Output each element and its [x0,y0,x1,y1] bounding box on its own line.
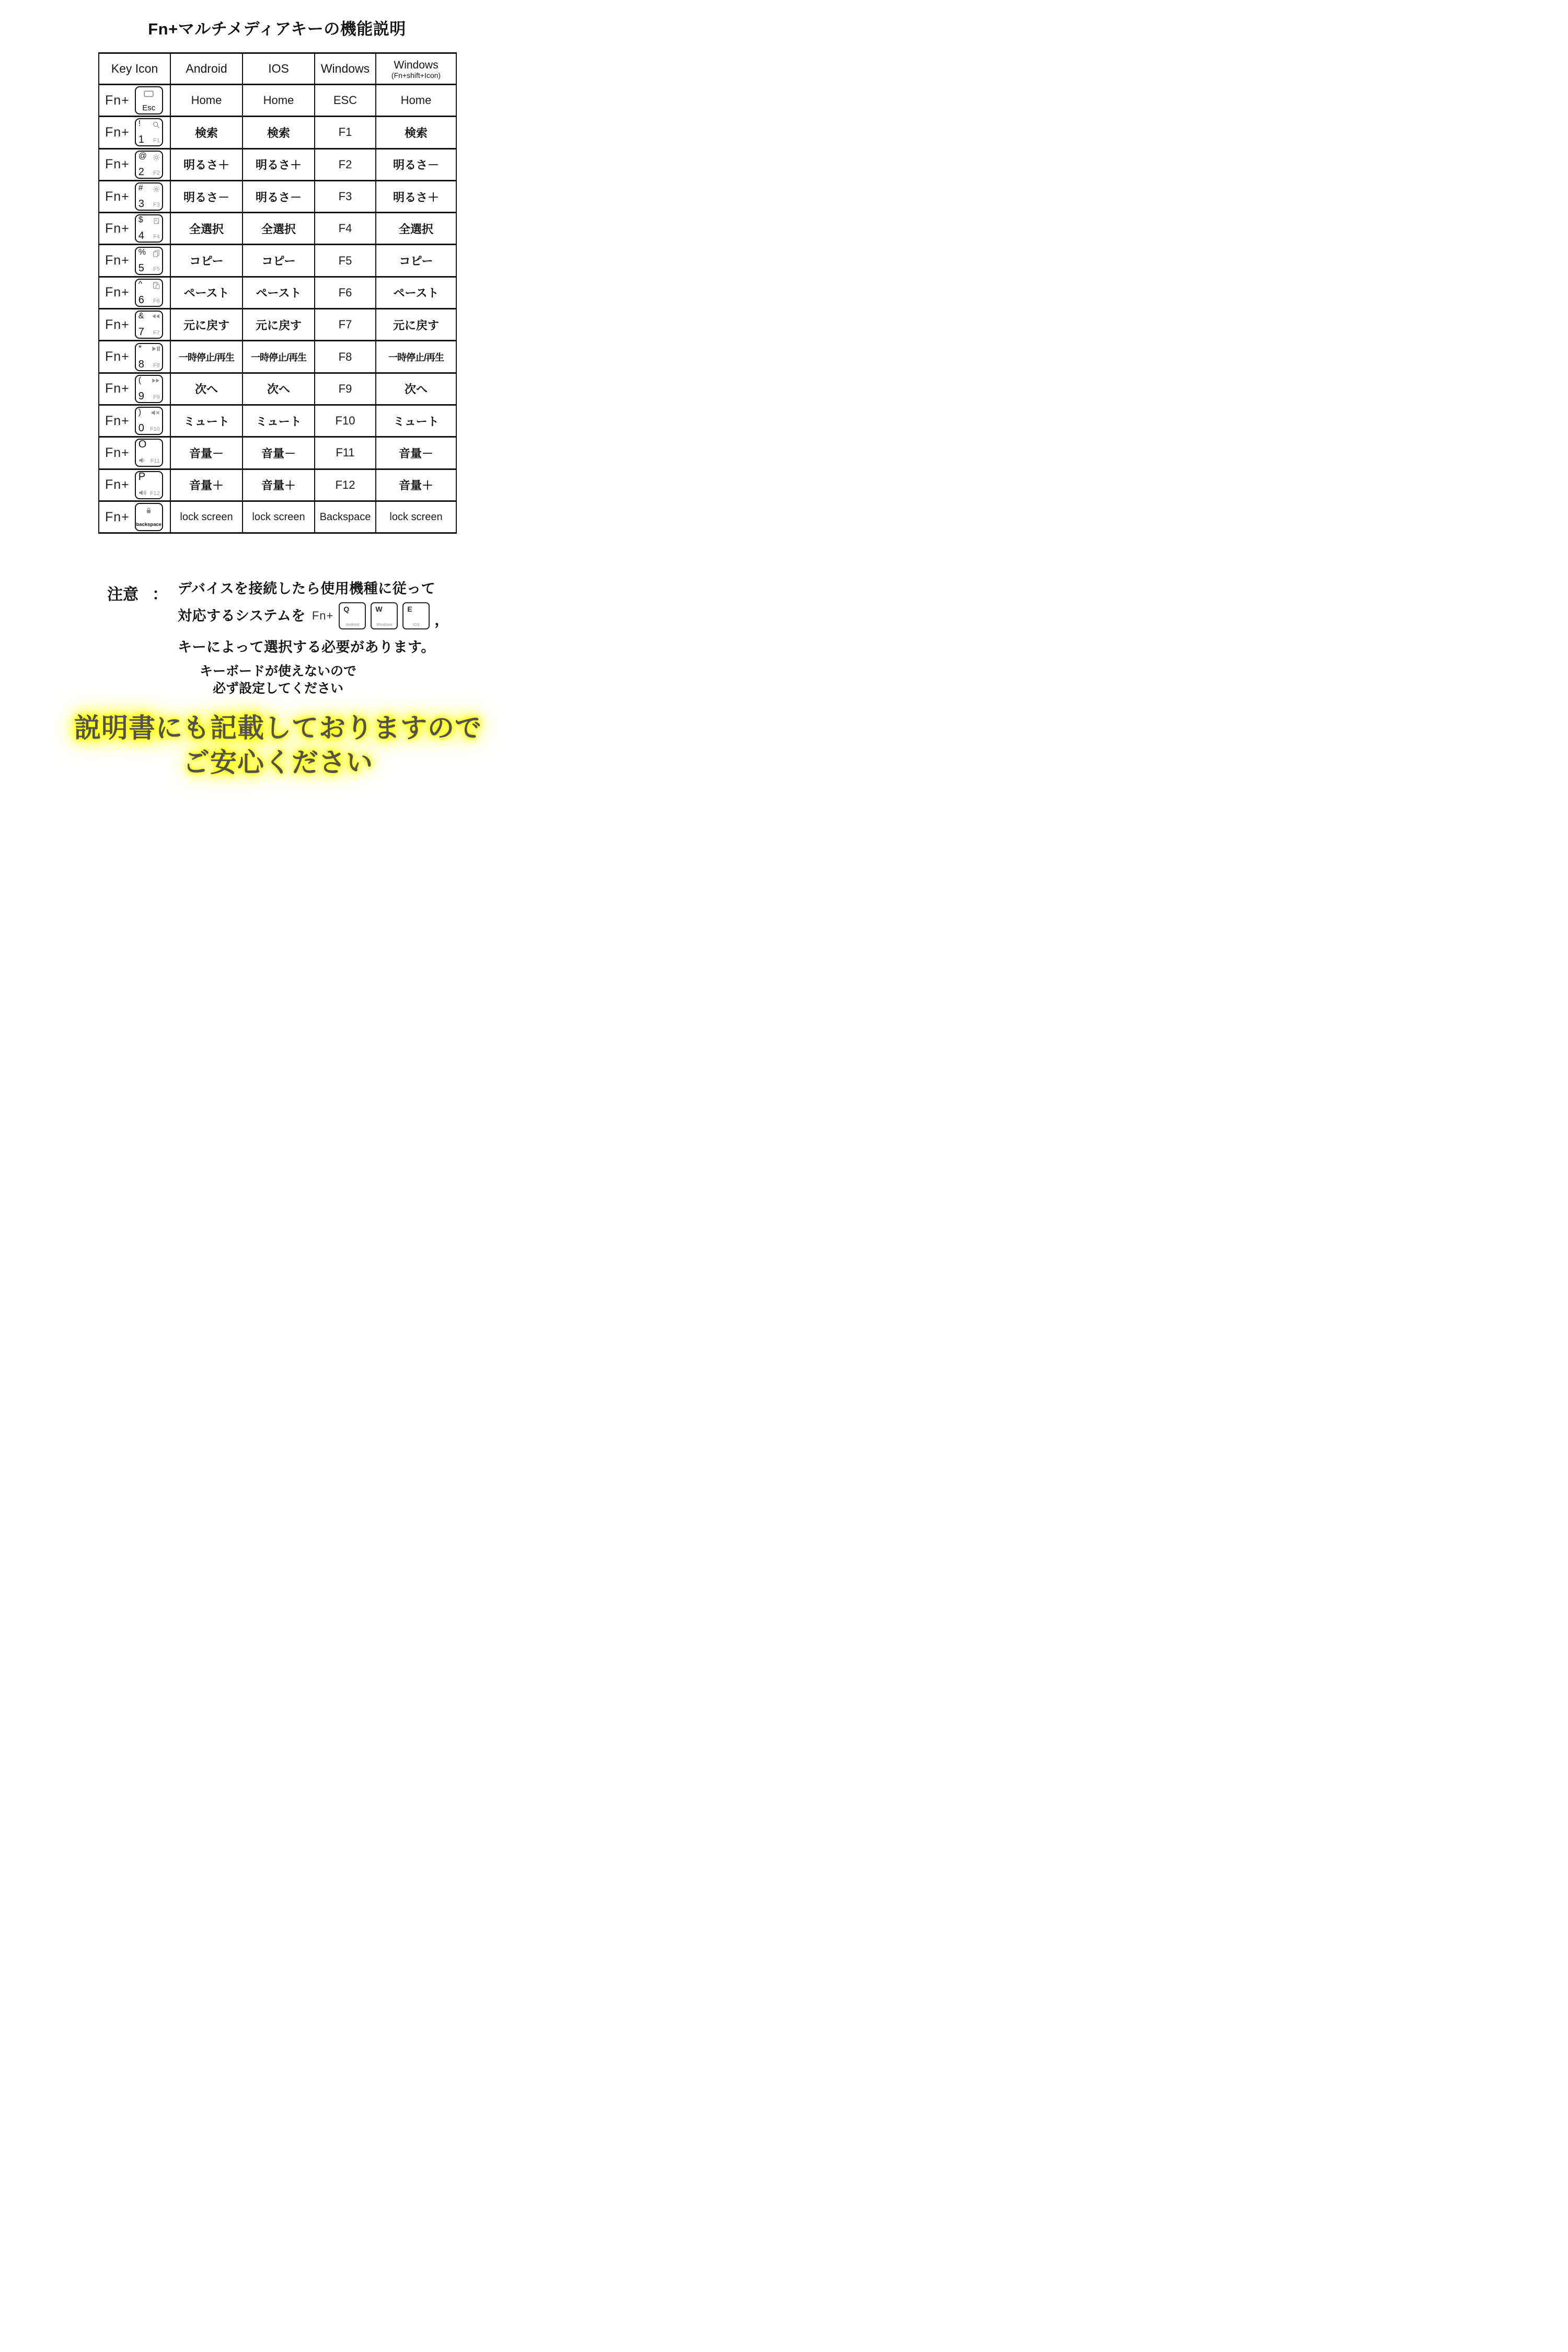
key-f-label: F5 [153,266,160,272]
cell-ios: 音量－ [243,437,315,469]
table-row [99,341,456,373]
setup-warning-line2: 必ず設定してください [212,681,343,696]
key-number: 8 [138,358,144,370]
cell-windows: F1 [315,117,376,148]
col-header-windows: Windows [315,53,376,85]
key-f-label: F9 [153,394,160,400]
cell-key-icon [99,117,170,148]
minikey-sublabel: Android [345,622,360,627]
key-shift-symbol: $ [138,215,143,225]
fn-plus-label: Fn+ [105,285,130,300]
cell-windows: ESC [315,85,376,117]
keycap-6 [135,279,163,307]
note-line2-prefix: 対応するシステムを [178,608,306,624]
cell-key-icon [99,309,170,341]
brightness-up-icon [153,154,160,161]
table-row [99,469,456,501]
table-body [99,85,456,533]
note-line1: デバイスを接続したら使用機種に従って [178,581,436,596]
cell-windows: F6 [315,277,376,308]
key-combo [99,471,170,499]
svg-text:A: A [155,219,157,223]
table-row [99,213,456,245]
fn-plus-label: Fn+ [105,157,130,172]
col-header-windows-shift-line2: (Fn+shift+Icon) [391,71,441,79]
key-shift-symbol: ( [138,375,142,385]
key-number: 0 [138,422,144,434]
fn-plus-label: Fn+ [105,445,130,460]
cell-ios: ミュート [243,405,315,437]
play-pause-icon [152,346,160,351]
col-header-android: Android [170,53,243,85]
volume-down-icon [139,457,145,463]
minikey-sublabel: IOS [412,622,420,627]
highlight-banner [8,711,548,780]
note-comma: ， [434,612,449,628]
key-letter: P [138,471,146,483]
rewind-icon [152,314,160,319]
keycap-o [135,439,163,467]
keycap-5 [135,247,163,275]
key-f-label: F7 [153,330,160,337]
page-title: Fn+マルチメディアキーの機能説明 [148,20,406,38]
cell-windows: F10 [315,405,376,437]
table-row [99,180,456,212]
note-body [178,579,449,657]
key-shift-symbol: * [138,343,142,353]
keycap-7 [135,311,163,339]
cell-windows: F8 [315,341,376,373]
cell-winshift: Home [376,85,456,117]
cell-winshift: 音量－ [376,437,456,469]
minikey-q [339,602,366,629]
fn-plus-label: Fn+ [105,253,130,268]
minikey-sublabel: Windows [376,622,393,627]
minikey-e [402,602,430,629]
minikey-letter: W [375,605,383,613]
keycap-9 [135,375,163,403]
key-number: 2 [138,166,144,178]
keycap-8 [135,343,163,371]
cell-key-icon [99,501,170,533]
minikey-letter: E [407,605,412,613]
mute-icon [151,410,160,416]
copy-icon [153,250,160,257]
key-number: 5 [138,262,144,274]
cell-key-icon [99,341,170,373]
keycap-p [135,471,163,499]
table-row [99,501,456,533]
table-row [99,245,456,277]
keycap-3 [135,182,163,211]
key-combo [99,118,170,146]
select-all-icon [153,217,160,225]
cell-key-icon [99,437,170,469]
setup-warning [17,663,539,697]
fn-plus-label: Fn+ [105,477,130,492]
key-combo [99,407,170,435]
table-row [99,117,456,148]
cell-ios: 明るさ－ [243,180,315,212]
cell-ios: 元に戻す [243,309,315,341]
key-number: 1 [138,134,144,146]
key-number: 4 [138,230,144,242]
cell-key-icon [99,405,170,437]
cell-android: 次へ [170,373,243,405]
cell-winshift: 検索 [376,117,456,148]
keycap-1 [135,118,163,146]
cell-android: 全選択 [170,213,243,245]
cell-android: 明るさ＋ [170,148,243,180]
fn-plus-label: Fn+ [105,221,130,236]
fn-plus-label: Fn+ [105,413,130,428]
keycap-esc [135,86,163,114]
key-shift-symbol: ! [138,119,141,129]
col-header-ios: IOS [243,53,315,85]
cell-android: ペースト [170,277,243,308]
key-combo [99,86,170,114]
note-line2 [178,601,449,630]
key-shift-symbol: # [138,183,143,193]
cell-android: 検索 [170,117,243,148]
cell-winshift: ペースト [376,277,456,308]
table-row [99,309,456,341]
cell-ios: lock screen [243,501,315,533]
key-combo [99,439,170,467]
fn-plus-label: Fn+ [105,349,130,364]
paste-icon [153,282,160,289]
highlight-line2: ご安心ください [182,748,373,777]
volume-up-icon [139,490,147,496]
lock-icon [136,507,162,514]
cell-ios: 音量＋ [243,469,315,501]
cell-android: Home [170,85,243,117]
cell-ios: 明るさ＋ [243,148,315,180]
cell-winshift: 次へ [376,373,456,405]
minikey-w [371,602,398,629]
fn-plus-label: Fn+ [105,317,130,332]
key-f-label: F12 [149,490,160,497]
key-number: 6 [138,294,144,306]
next-icon [152,378,160,383]
key-shift-symbol: ) [138,408,142,417]
keycap-4 [135,214,163,243]
key-f-label: F3 [153,202,160,209]
cell-android: 明るさ－ [170,180,243,212]
cell-key-icon [99,213,170,245]
cell-key-icon [99,469,170,501]
key-shift-symbol: & [138,312,144,321]
fn-plus-label: Fn+ [105,381,130,396]
cell-key-icon [99,245,170,277]
fn-plus-label: Fn+ [105,189,130,204]
cell-windows: F12 [315,469,376,501]
fn-plus-label: Fn+ [105,124,130,140]
key-f-label: F8 [153,362,160,369]
brightness-down-icon [153,186,160,193]
cell-winshift: 音量＋ [376,469,456,501]
key-combo [99,311,170,339]
key-number: 7 [138,326,144,338]
key-combo [99,279,170,307]
key-letter: O [138,439,147,451]
highlight-line1: 説明書にも記載しておりますので [74,713,482,743]
cell-windows: F9 [315,373,376,405]
cell-key-icon [99,180,170,212]
function-key-table [98,52,457,534]
keycap-backspace [135,503,163,531]
cell-winshift: 明るさ－ [376,148,456,180]
key-combo [99,375,170,403]
cell-windows: F11 [315,437,376,469]
cell-winshift: 全選択 [376,213,456,245]
key-f-label: F6 [153,297,160,304]
note-line3: キーによって選択する必要があります。 [178,639,435,655]
note-label [107,581,168,604]
table-row [99,85,456,117]
cell-android: 音量＋ [170,469,243,501]
header-row [99,53,456,85]
table-row [99,148,456,180]
cell-windows: Backspace [315,501,376,533]
cell-ios: コピー [243,245,315,277]
key-shift-symbol: @ [138,151,147,160]
col-header-windows-shift-line1: Windows [394,59,439,71]
key-combo [99,151,170,179]
key-label: backspace [136,522,162,527]
cell-ios: ペースト [243,277,315,308]
cell-ios: 全選択 [243,213,315,245]
key-f-label: F2 [153,169,160,176]
key-f-label: F4 [153,234,160,240]
search-icon [153,121,160,129]
table-row [99,373,456,405]
cell-android: 音量－ [170,437,243,469]
table-row [99,405,456,437]
key-combo [99,503,170,531]
key-number: 9 [138,390,144,402]
cell-ios: Home [243,85,315,117]
key-f-label: F1 [153,137,160,144]
cell-android: コピー [170,245,243,277]
table-row [99,437,456,469]
note-keys [339,602,434,629]
cell-winshift: lock screen [376,501,456,533]
col-header-windows-shift [376,53,456,85]
fn-plus-label: Fn+ [105,509,130,524]
cell-ios: 一時停止/再生 [243,341,315,373]
key-combo [99,343,170,371]
cell-key-icon [99,148,170,180]
note-fn-label: Fn+ [312,609,334,622]
key-shift-symbol: % [138,247,146,257]
cell-winshift: ミュート [376,405,456,437]
setup-warning-line1: キーボードが使えないので [199,664,356,679]
cell-winshift: 一時停止/再生 [376,341,456,373]
key-f-label: F10 [149,426,160,433]
cell-windows: F2 [315,148,376,180]
cell-windows: F7 [315,309,376,341]
cell-key-icon [99,85,170,117]
key-shift-symbol: ^ [138,279,143,289]
cell-windows: F3 [315,180,376,212]
fn-plus-label: Fn+ [105,93,130,108]
cell-android: ミュート [170,405,243,437]
cell-winshift: 明るさ＋ [376,180,456,212]
cell-windows: F4 [315,213,376,245]
keycap-2 [135,151,163,179]
cell-android: 元に戻す [170,309,243,341]
cell-ios: 次へ [243,373,315,405]
cell-winshift: コピー [376,245,456,277]
cell-android: 一時停止/再生 [170,341,243,373]
page [0,0,523,784]
cell-windows: F5 [315,245,376,277]
cell-key-icon [99,277,170,308]
key-f-label: F11 [150,458,160,465]
col-header-key-icon: Key Icon [99,53,170,85]
minikey-letter: Q [343,605,350,613]
cell-key-icon [99,373,170,405]
table-row [99,277,456,308]
cell-android: lock screen [170,501,243,533]
home-icon [136,90,162,97]
cell-ios: 検索 [243,117,315,148]
key-combo [99,214,170,243]
note-label-text: 注意 [107,586,139,603]
key-number: 3 [138,198,144,210]
key-label: Esc [142,104,156,113]
cell-winshift: 元に戻す [376,309,456,341]
key-combo [99,182,170,211]
keycap-0 [135,407,163,435]
key-combo [99,247,170,275]
note-colon: ： [152,586,168,603]
